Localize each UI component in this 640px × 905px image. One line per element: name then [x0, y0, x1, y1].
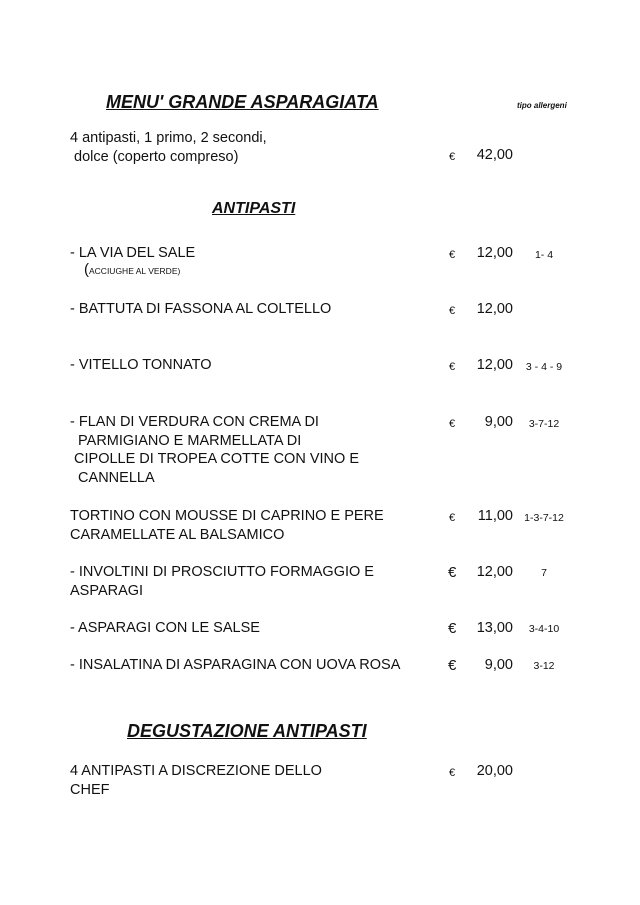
item-price: 12,00	[476, 564, 513, 580]
section-title-antipasti: ANTIPASTI	[212, 200, 296, 217]
menu-item-insalatina	[70, 656, 400, 675]
menu-item-involtini	[70, 563, 374, 600]
menu-description-line: dolce (coperto compreso)	[70, 148, 239, 165]
item-note	[84, 261, 180, 279]
degustazione-price: 20,00	[476, 763, 513, 779]
section-title-degustazione: DEGUSTAZIONE ANTIPASTI	[127, 721, 367, 741]
euro-sign: €	[449, 249, 456, 261]
item-name: - ASPARAGI CON LE SALSE	[70, 620, 260, 636]
item-price: 12,00	[476, 301, 513, 317]
menu-description-line: 4 antipasti, 1 primo, 2 secondi,	[70, 130, 267, 146]
euro-sign: €	[449, 767, 456, 779]
item-name-line: - FLAN DI VERDURA CON CREMA DI	[70, 414, 319, 430]
item-name-line: PARMIGIANO E MARMELLATA DI	[70, 432, 302, 449]
euro-sign: €	[448, 564, 457, 581]
menu-item-vitello-tonnato	[70, 356, 212, 375]
item-allergens: 3-4-10	[528, 623, 560, 635]
degustazione-line: 4 ANTIPASTI A DISCREZIONE DELLO	[70, 763, 322, 779]
menu-description	[70, 129, 267, 166]
item-note-text: ACCIUGHE AL VERDE)	[89, 266, 181, 276]
item-allergens: 3-12	[533, 660, 555, 672]
item-price: 9,00	[484, 657, 513, 673]
item-name-line: ASPARAGI	[70, 582, 144, 599]
euro-sign: €	[449, 305, 456, 317]
item-price: 9,00	[484, 414, 513, 430]
item-allergens: 1-3-7-12	[524, 512, 564, 524]
euro-sign: €	[448, 620, 457, 637]
item-price: 12,00	[476, 245, 513, 261]
item-name: - VITELLO TONNATO	[70, 357, 212, 373]
item-allergens: 3 - 4 - 9	[525, 361, 563, 373]
item-name-line: - INVOLTINI DI PROSCIUTTO FORMAGGIO E	[70, 564, 374, 580]
menu-item-asparagi-con-le-salse	[70, 619, 260, 638]
menu-title: MENU' GRANDE ASPARAGIATA	[106, 92, 379, 112]
item-name: - INSALATINA DI ASPARAGINA CON UOVA ROSA	[70, 657, 401, 673]
euro-sign: €	[449, 418, 456, 430]
euro-sign: €	[449, 361, 456, 373]
menu-item-battuta-di-fassona	[70, 300, 331, 319]
allergen-header: tipo allergeni	[517, 101, 567, 110]
item-name-line: CANNELLA	[70, 469, 155, 486]
menu-item-tortino	[70, 507, 384, 544]
item-name-line: TORTINO CON MOUSSE DI CAPRINO E PERE	[70, 508, 384, 524]
menu-item-flan-di-verdura	[70, 413, 359, 487]
item-name-line: CIPOLLE DI TROPEA COTTE CON VINO E	[70, 451, 359, 467]
item-price: 12,00	[476, 357, 513, 373]
degustazione-line: CHEF	[70, 781, 110, 798]
degustazione-description	[70, 762, 322, 799]
euro-sign: €	[449, 512, 456, 524]
menu-item-la-via-del-sale	[70, 244, 195, 263]
euro-sign: €	[448, 657, 457, 674]
menu-price: 42,00	[476, 147, 513, 163]
item-price: 13,00	[476, 620, 513, 636]
item-allergens: 7	[541, 567, 547, 579]
item-allergens: 1- 4	[534, 249, 554, 261]
item-price: 11,00	[477, 508, 513, 524]
item-name: - LA VIA DEL SALE	[70, 245, 196, 261]
item-name: - BATTUTA DI FASSONA AL COLTELLO	[70, 301, 332, 317]
euro-sign: €	[449, 151, 456, 163]
item-note-paren: (	[84, 261, 89, 278]
item-allergens: 3-7-12	[528, 418, 560, 430]
item-name-line: CARAMELLATE AL BALSAMICO	[70, 526, 285, 543]
